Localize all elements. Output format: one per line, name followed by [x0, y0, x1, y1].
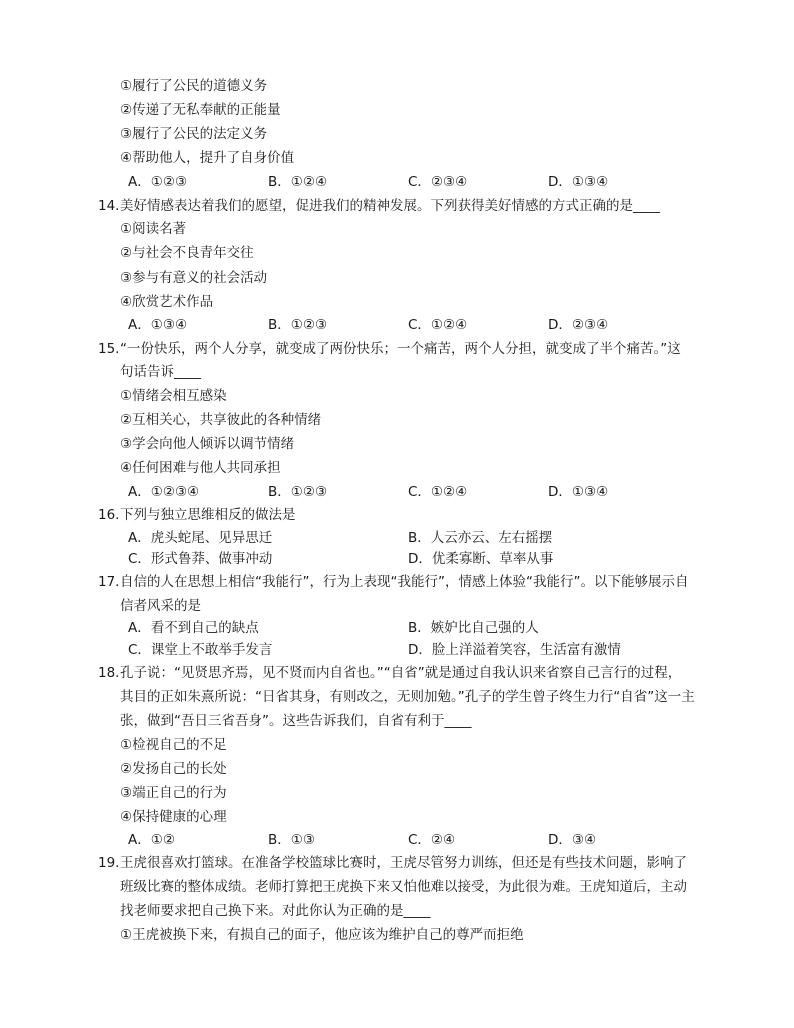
q13-item-1: ①履行了公民的道德义务	[120, 78, 268, 94]
q18-number: 18.	[98, 665, 120, 681]
q18-item-2: ②发扬自己的长处	[120, 761, 227, 777]
q18-stem-line-1: 孔子说：“见贤思齐焉，见不贤而内自省也。”“自省”就是通过自我认识来省察自己言行的过程，	[120, 665, 682, 681]
q17-number: 17.	[98, 574, 120, 590]
q15-stem-line-2: 句话告诉____	[120, 364, 201, 380]
q18-option-b: B．①③	[268, 832, 315, 848]
q15-number: 15.	[98, 341, 120, 357]
q14-item-4: ④欣赏艺术作品	[120, 294, 214, 310]
q16-number: 16.	[98, 507, 120, 523]
q15-stem-line-1: “一份快乐，两个人分享，就变成了两份快乐；一个痛苦，两个人分担，就变成了半个痛苦。”这	[120, 341, 681, 357]
q14-option-a: A．①③④	[128, 317, 188, 333]
q19-stem-line-2: 班级比赛的整体成绩。老师打算把王虎换下来又怕他难以接受，为此很为难。王虎知道后，主动	[120, 879, 687, 895]
q19-stem-line-1: 王虎很喜欢打篮球。在准备学校篮球比赛时，王虎尽管努力训练，但还是有些技术问题，影响了	[120, 855, 687, 871]
q15-option-c: C．①②④	[408, 484, 468, 500]
q14-number: 14.	[98, 198, 120, 214]
q16-stem: 下列与独立思维相反的做法是	[120, 507, 296, 523]
q16-option-a: A．虎头蛇尾、见异思迁	[128, 530, 273, 546]
q19-stem-line-3: 找老师要求把自己换下来。对此你认为正确的是____	[120, 903, 431, 919]
q19-number: 19.	[98, 855, 120, 871]
q18-option-d: D．③④	[548, 832, 597, 848]
q14-stem: 美好情感表达着我们的愿望，促进我们的精神发展。下列获得美好情感的方式正确的是____	[120, 198, 660, 214]
q14-item-3: ③参与有意义的社会活动	[120, 270, 268, 286]
q18-option-c: C．②④	[408, 832, 456, 848]
q19-item-1: ①王虎被换下来，有损自己的面子，他应该为维护自己的尊严而拒绝	[120, 927, 524, 943]
q15-option-a: A．①②③④	[128, 484, 200, 500]
q13-item-4: ④帮助他人，提升了自身价值	[120, 150, 295, 166]
q13-item-2: ②传递了无私奉献的正能量	[120, 102, 281, 118]
q17-stem-line-2: 信者风采的是	[120, 598, 201, 614]
q18-option-a: A．①②	[128, 832, 175, 848]
q17-stem-line-1: 自信的人在思想上相信“我能行”，行为上表现“我能行”，情感上体验“我能行”。以下能够展示自	[120, 574, 689, 590]
q17-option-b: B．嫉妒比自己强的人	[408, 620, 539, 636]
q16-option-b: B．人云亦云、左右摇摆	[408, 530, 553, 546]
q15-item-1: ①情绪会相互感染	[120, 388, 227, 404]
q17-option-a: A．看不到自己的缺点	[128, 620, 259, 636]
q17-option-d: D．脸上洋溢着笑容，生活富有激情	[408, 642, 621, 658]
q13-item-3: ③履行了公民的法定义务	[120, 126, 268, 142]
q15-option-b: B．①②③	[268, 484, 328, 500]
q13-option-b: B．①②④	[268, 174, 328, 190]
q15-option-d: D．①③④	[548, 484, 609, 500]
q14-option-b: B．①②③	[268, 317, 328, 333]
q13-option-c: C．②③④	[408, 174, 468, 190]
q13-option-d: D．①③④	[548, 174, 609, 190]
q14-item-1: ①阅读名著	[120, 221, 187, 237]
q18-stem-line-3: 张，做到“吾日三省吾身”。这些告诉我们，自省有利于____	[120, 713, 472, 729]
q18-item-3: ③端正自己的行为	[120, 785, 227, 801]
q15-item-4: ④任何困难与他人共同承担	[120, 460, 281, 476]
q17-option-c: C．课堂上不敢举手发言	[128, 642, 273, 658]
q18-stem-line-2: 其目的正如朱熹所说：“日省其身，有则改之，无则加勉。”孔子的学生曾子终生力行“自省”这一主	[120, 689, 695, 705]
q14-option-c: C．①②④	[408, 317, 468, 333]
q14-item-2: ②与社会不良青年交往	[120, 245, 254, 261]
q18-item-1: ①检视自己的不足	[120, 737, 227, 753]
q16-option-d: D．优柔寡断、草率从事	[408, 551, 554, 567]
q15-item-3: ③学会向他人倾诉以调节情绪	[120, 436, 295, 452]
q13-option-a: A．①②③	[128, 174, 188, 190]
q16-option-c: C．形式鲁莽、做事冲动	[128, 551, 273, 567]
q18-item-4: ④保持健康的心理	[120, 809, 227, 825]
q15-item-2: ②互相关心，共享彼此的各种情绪	[120, 412, 322, 428]
q14-option-d: D．②③④	[548, 317, 609, 333]
